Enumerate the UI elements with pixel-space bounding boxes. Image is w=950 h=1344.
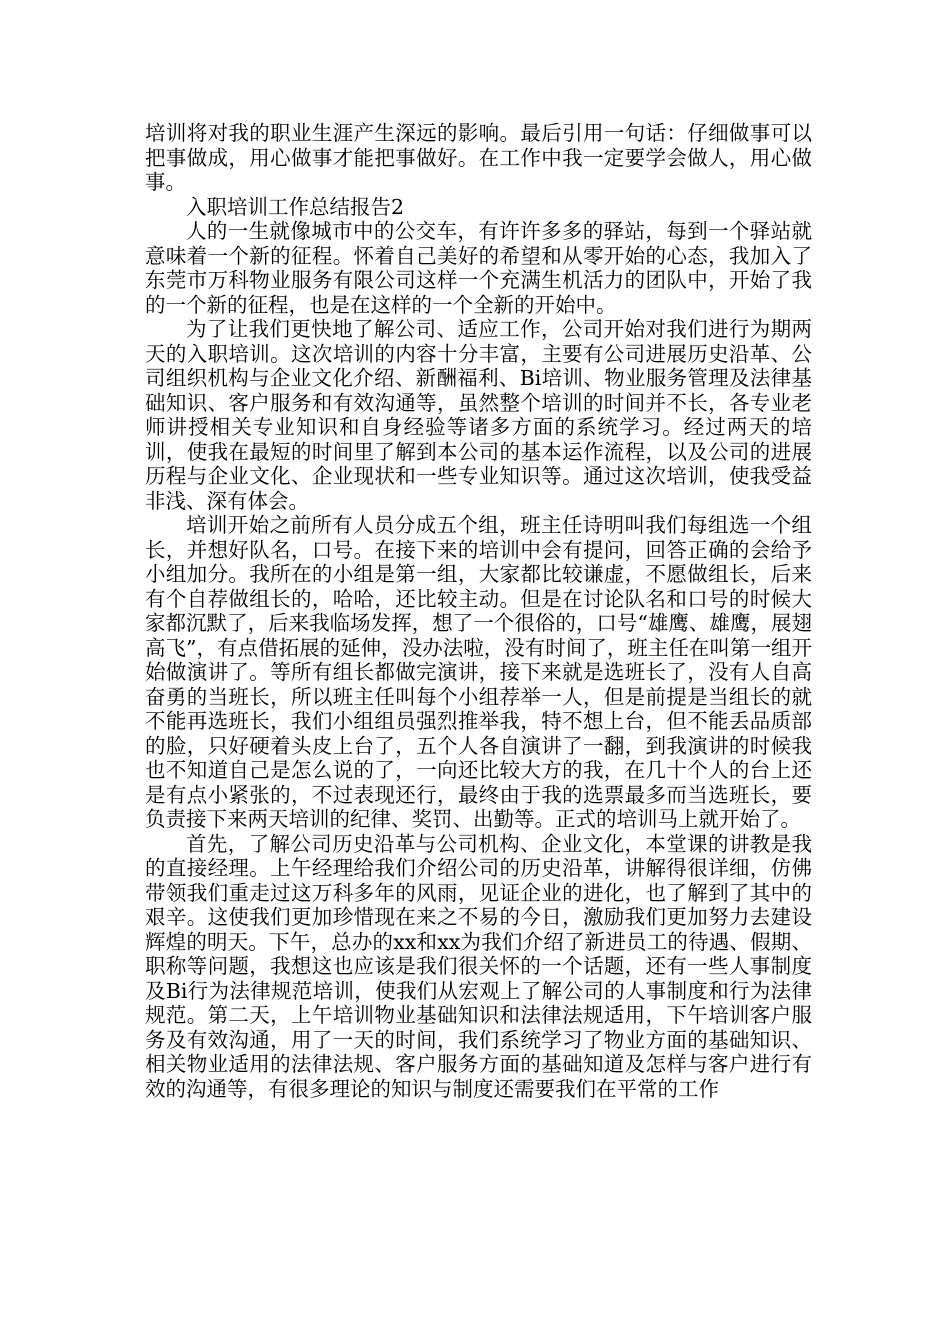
paragraph-training-overview: 为了让我们更快地了解公司、适应工作，公司开始对我们进行为期两天的入职培训。这次培训的内容十分丰富，主要有公司进展历史沿革、公司组织机构与企业文化介绍、新酬福利、Bi培训、物业服务管理及法律基础知识、客户服务和有效沟通等，虽然整个培训的时间并不长，各专业老师讲授相关专业知识和自身经验等诸多方面的系统学习。经过两天的培训，使我在最短的时间里了解到本公司的基本运作流程，以及公司的进展历程与企业文化、企业现状和一些专业知识等。通过这次培训，使我受益非浅、深有体会。 — [145, 317, 812, 513]
paragraph-training-content: 首先，了解公司历史沿革与公司机构、企业文化，本堂课的讲教是我的直接经理。上午经理给我们介绍公司的历史沿革，讲解得很详细，仿佛带领我们重走过这万科多年的风雨，见证企业的进化，也了解到了其中的艰辛。这使我们更加珍惜现在来之不易的今日，激励我们更加努力去建设辉煌的明天。下午，总办的xx和xx为我们介绍了新进员工的待遇、假期、职称等问题，我想这也应该是我们很关怀的一个话题，还有一些人事制度及Bi行为法律规范培训，使我们从宏观上了解公司的人事制度和行为法律规范。第二天，上午培训物业基础知识和法律法规适用，下午培训客户服务及有效沟通，用了一天的时间，我们系统学习了物业方面的基础知识、相关物业适用的法律法规、客户服务方面的基础知道及怎样与客户进行有效的沟通等，有很多理论的知识与制度还需要我们在平常的工作 — [145, 831, 812, 1101]
section-heading: 入职培训工作总结报告2 — [186, 194, 405, 219]
paragraph-group-election: 培训开始之前所有人员分成五个组，班主任诗明叫我们每组选一个组长，并想好队名，口号。在接下来的培训中会有提问，回答正确的会给予小组加分。我所在的小组是第一组，大家都比较谦虚，不愿做组长，后来有个自荐做组长的，哈哈，还比较主动。但是在讨论队名和口号的时候大家都沉默了，后来我临场发挥，想了一个很俗的，口号“雄鹰、雄鹰，展翅高飞”，有点借拓展的延伸，没办法啦，没有时间了，班主任在叫第一组开始做演讲了。等所有组长都做完演讲，接下来就是选班长了，没有人自高奋勇的当班长，所以班主任叫每个小组荐举一人，但是前提是当组长的就不能再选班长，我们小组组员强烈推举我，特不想上台，但不能丢品质部的脸，只好硬着头皮上台了，五个人各自演讲了一翻，到我演讲的时候我也不知道自己是怎么说的了，一向还比较大方的我，在几十个人的台上还是有点小紧张的，不过表现还行，最终由于我的选票最多而当选班长，要负责接下来两天培训的纪律、奖罚、出勤等。正式的培训马上就开始了。 — [145, 513, 812, 831]
document-body — [145, 121, 812, 1101]
paragraph-introduction: 人的一生就像城市中的公交车，有许许多多的驿站，每到一个驿站就意味着一个新的征程。怀着自己美好的希望和从零开始的心态，我加入了东莞市万科物业服务有限公司这样一个充满生机活力的团队中，开始了我的一个新的征程，也是在这样的一个全新的开始中。 — [145, 219, 812, 317]
paragraph-opening-conclusion: 培训将对我的职业生涯产生深远的影响。最后引用一句话：仔细做事可以把事做成，用心做事才能把事做好。在工作中我一定要学会做人，用心做事。 — [145, 121, 812, 194]
